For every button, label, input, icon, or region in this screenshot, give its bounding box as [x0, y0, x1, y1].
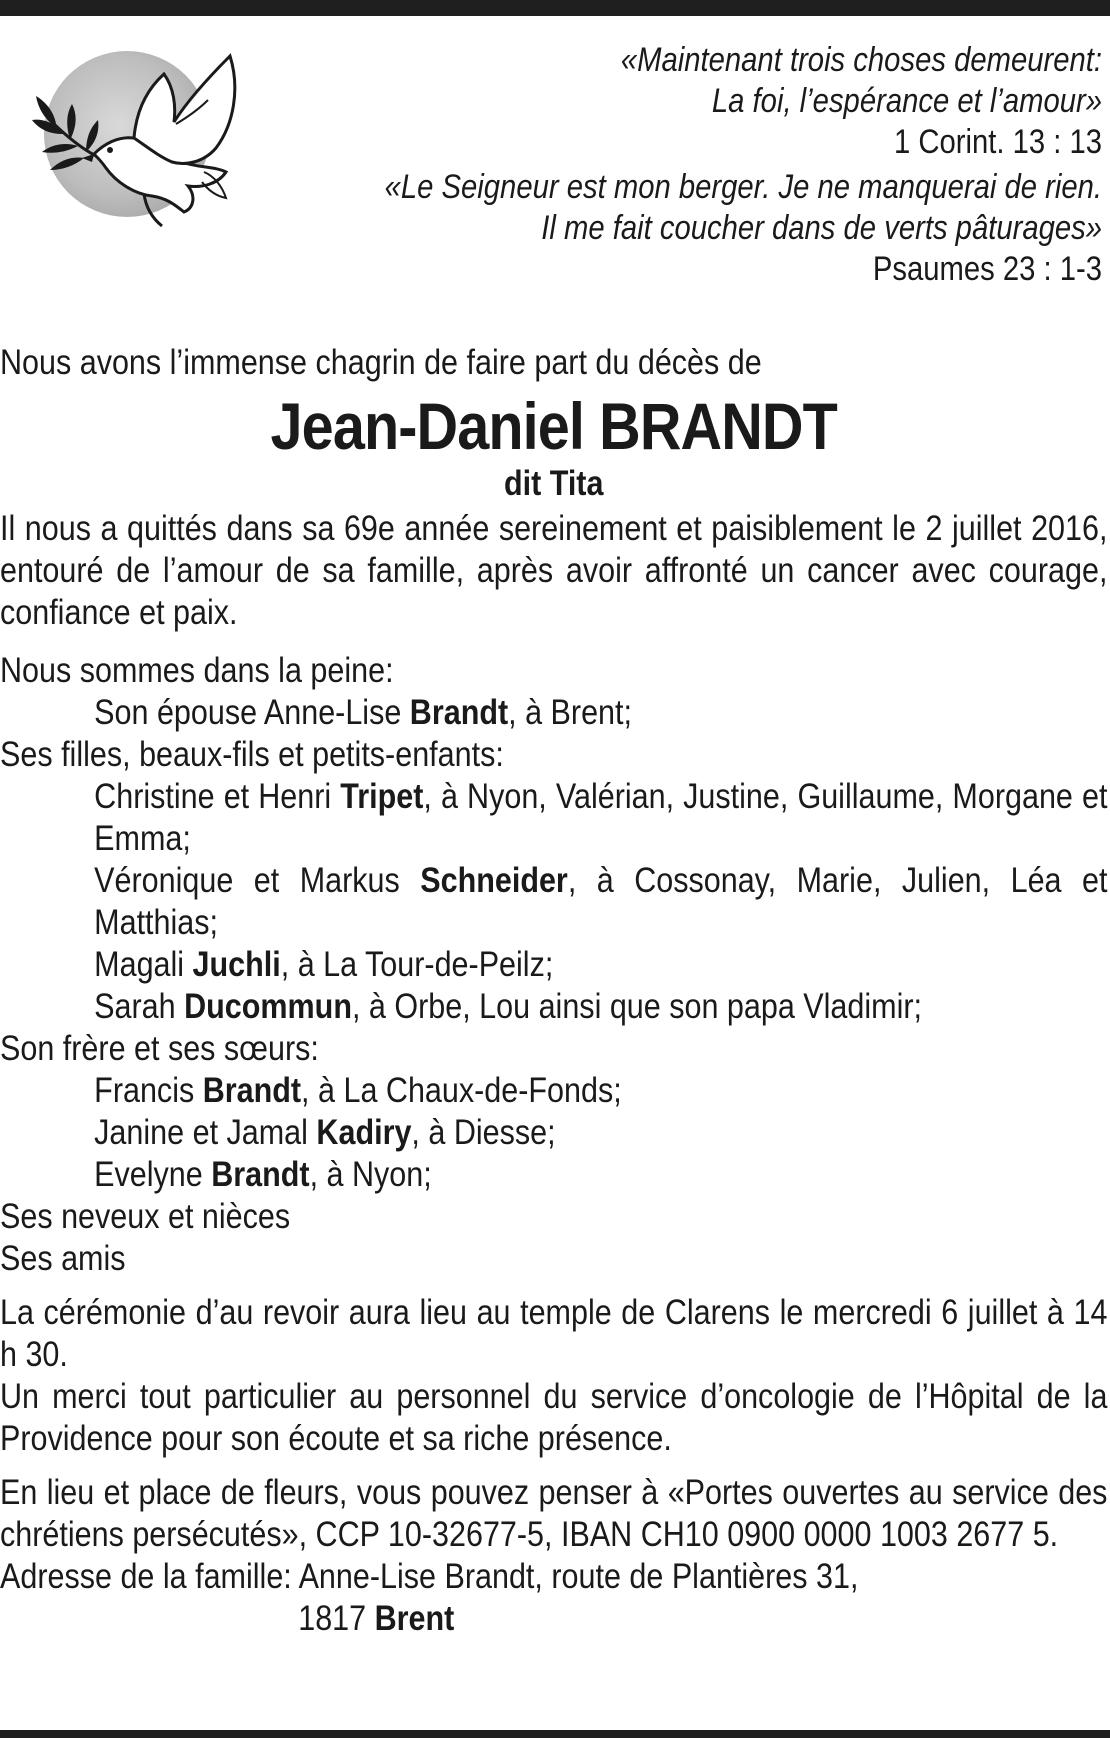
quote-line: «Le Seigneur est mon berger. Je ne manquerai de rien.: [384, 168, 1103, 206]
donation-paragraph: En lieu et place de fleurs, vous pouvez penser à «Portes ouvertes au service des chrétiens persécutés», CCP 10-32677-5, IBAN CH10 0900 0000 1003 2677 5.: [0, 1473, 1108, 1554]
intro-line: Nous avons l’immense chagrin de faire part du décès de: [0, 343, 762, 382]
quote-line: La foi, l’espérance et l’amour»: [711, 82, 1102, 120]
quote-line: Il me fait coucher dans de verts pâturages»: [541, 209, 1102, 247]
spouse-line: Son épouse Anne-Lise Brandt, à Brent;: [94, 693, 632, 732]
ceremony-paragraph: La cérémonie d’au revoir aura lieu au temple de Clarens le mercredi 6 juillet à 14 h 30.: [0, 1293, 1108, 1374]
top-border: [0, 0, 1110, 16]
quote-line: «Maintenant trois choses demeurent:: [620, 41, 1102, 79]
dove-emblem: [26, 48, 264, 238]
dove-with-olive-branch-icon: [26, 48, 264, 238]
friends-line: Ses amis: [0, 1239, 126, 1278]
passing-paragraph: Il nous a quittés dans sa 69e année sereinement et paisiblement le 2 juillet 2016, entouré de l’amour de sa famille, après avoir affronté un cancer avec courage, confiance et paix.: [0, 509, 1108, 632]
mourners-heading: Nous sommes dans la peine:: [0, 651, 394, 690]
quote-reference: 1 Corint. 13 : 13: [893, 123, 1102, 161]
bible-quotes: [378, 40, 1102, 290]
family-entry: Janine et Jamal Kadiry, à Diesse;: [94, 1113, 556, 1152]
deceased-name: Jean-Daniel BRANDT: [270, 389, 837, 463]
family-entry: Véronique et Markus Schneider, à Cossonay, Marie, Julien, Léa et Matthias;: [94, 861, 1108, 942]
family-entry: Magali Juchli, à La Tour-de-Peilz;: [94, 945, 554, 984]
obituary-text: [0, 342, 1107, 1640]
bottom-border: [0, 1730, 1110, 1738]
thanks-paragraph: Un merci tout particulier au personnel du service d’oncologie de l’Hôpital de la Providence pour son écoute et sa riche présence.: [0, 1377, 1108, 1458]
family-entry: Francis Brandt, à La Chaux-de-Fonds;: [94, 1071, 622, 1110]
family-entry: Christine et Henri Tripet, à Nyon, Valérian, Justine, Guillaume, Morgane et Emma;: [94, 777, 1108, 858]
family-entry: Evelyne Brandt, à Nyon;: [94, 1155, 432, 1194]
nephews-line: Ses neveux et nièces: [0, 1197, 291, 1236]
siblings-heading: Son frère et ses sœurs:: [0, 1029, 319, 1068]
family-address-postcode: 1817 Brent: [298, 1599, 455, 1638]
children-heading: Ses filles, beaux-fils et petits-enfants:: [0, 735, 504, 774]
family-entry: Sarah Ducommun, à Orbe, Lou ainsi que son papa Vladimir;: [94, 987, 923, 1026]
nickname: dit Tita: [503, 464, 604, 503]
quote-reference: Psaumes 23 : 1-3: [872, 250, 1102, 288]
family-address: Adresse de la famille: Anne-Lise Brandt, route de Plantières 31,: [0, 1557, 859, 1596]
